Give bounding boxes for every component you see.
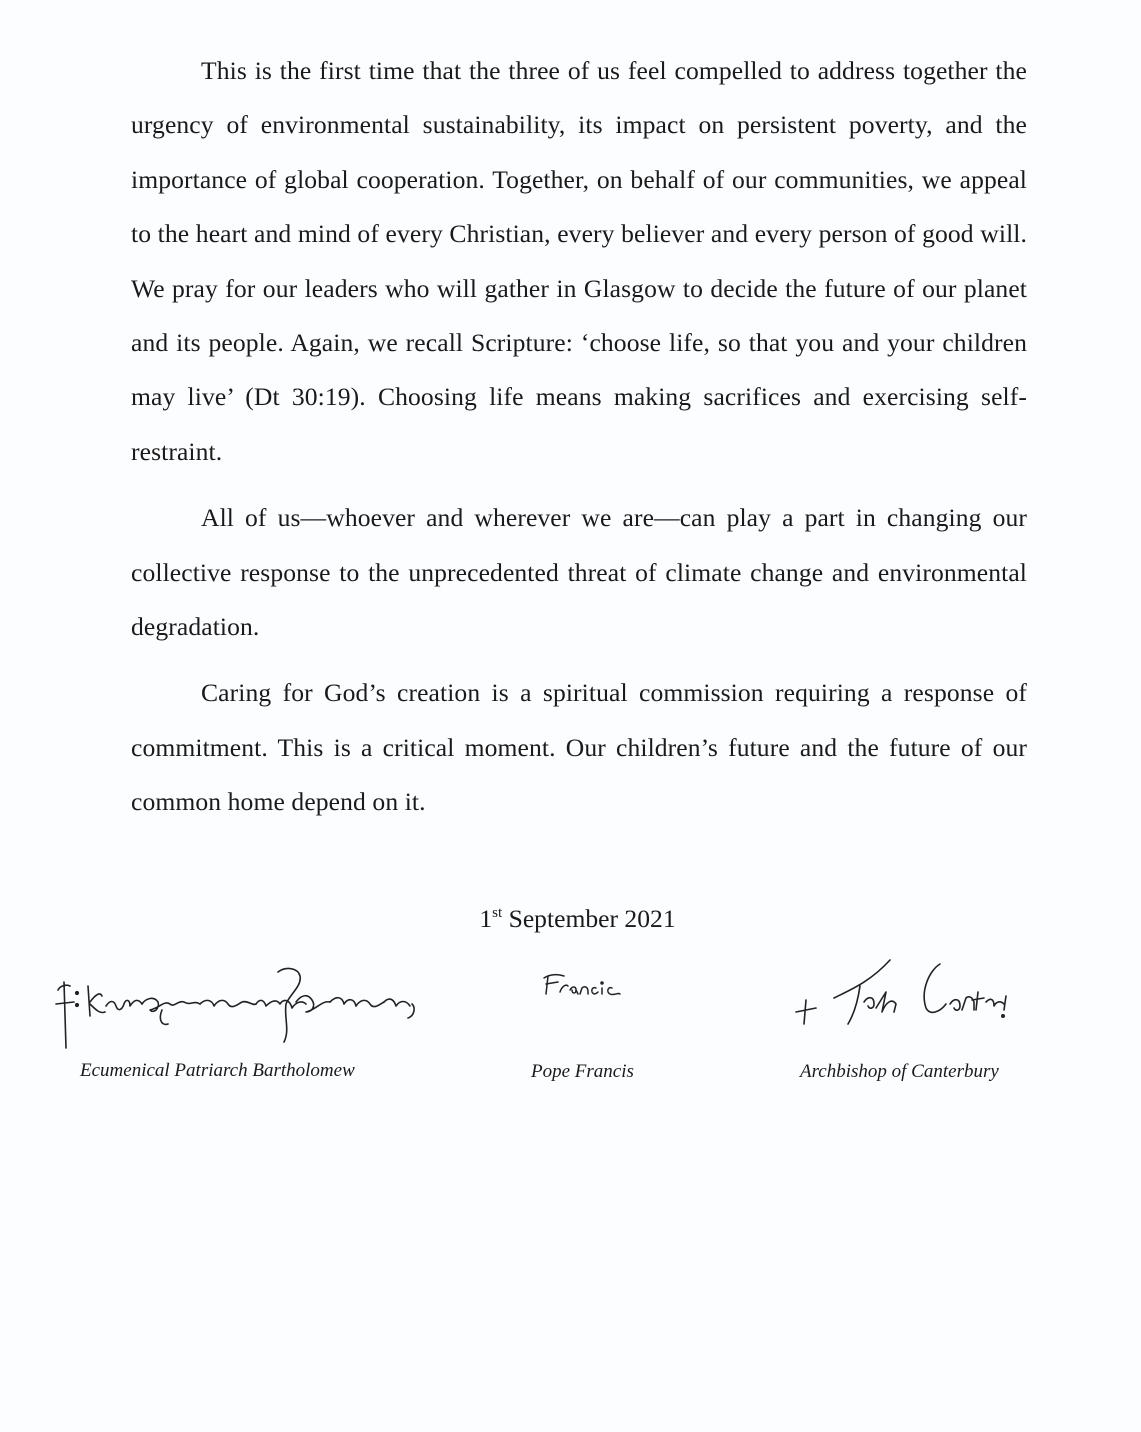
signatory-title-bartholomew: Ecumenical Patriarch Bartholomew (80, 1060, 355, 1081)
paragraph-3: Caring for God’s creation is a spiritual commission requiring a response of commitment. This is a critical moment. Our children’s future and the future of our common home depend on it. (131, 678, 1027, 817)
date-day: 1 (479, 904, 493, 933)
date-rest: September 2021 (502, 904, 676, 933)
signatory-title-francis: Pope Francis (531, 1061, 634, 1082)
signature-francis (540, 970, 630, 1010)
date-ordinal: st (492, 905, 503, 921)
letter-date (0, 904, 1141, 934)
signature-canterbury (790, 952, 1020, 1032)
signature-bartholomew (50, 960, 420, 1055)
signatory-title-canterbury: Archbishop of Canterbury (800, 1061, 999, 1082)
letter-body (131, 44, 1027, 842)
paragraph-1: This is the first time that the three of us feel compelled to address together the urgency of environmental sustainability, its impact on persistent poverty, and the importance of global cooperation. Together, on behalf of our communities, we appeal to the heart and mind of every Christian, every believer and every person of good will. We pray for our leaders who will gather in Glasgow to decide the future of our planet and its people. Again, we recall Scripture: ‘choose life, so that you and your children may live’ (Dt 30:19). Choosing life means making sacrifices and exercising self-restraint. (131, 56, 1027, 466)
paragraph-2: All of us—whoever and wherever we are—can play a part in changing our collective response to the unprecedented threat of climate change and environmental degradation. (131, 503, 1027, 642)
